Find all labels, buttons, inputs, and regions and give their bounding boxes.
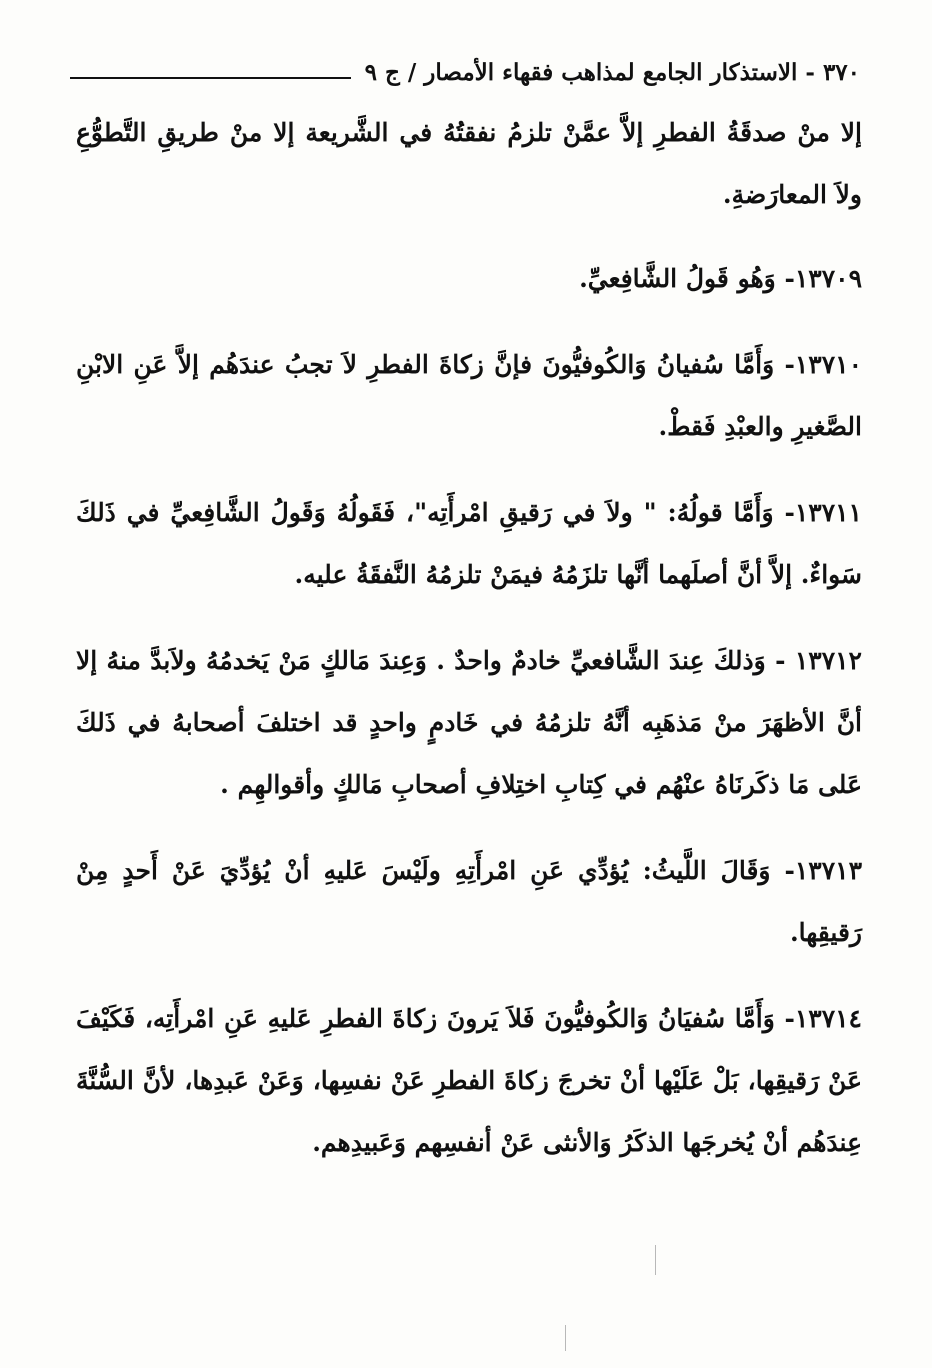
paragraph-13709 [76, 248, 862, 310]
paragraph-text: وَقَالَ اللَّيثُ: يُؤدِّي عَنِ امْرأَتِهِ ولَيْسَ عَليهِ أنْ يُؤدِّيَ عَنْ أَحدٍ مِنْ رَقيقِها. [76, 856, 862, 947]
page-body [76, 102, 862, 1198]
paragraph-number: ١٣٧١٣- [784, 856, 862, 885]
paragraph-number: ١٣٧٠٩- [784, 264, 862, 293]
paragraph-number: ١٣٧١٢ - [775, 646, 862, 675]
paragraph-13714 [76, 988, 862, 1174]
paragraph-text: وَذلكَ عِندَ الشَّافعيِّ خادمٌ واحدٌ . وَعِندَ مَالكٍ مَنْ يَخدمُهُ ولاَبدَّ منهُ إلا أنَّ الأظهَرَ منْ مَذهَبِه أنَّهُ تلزمُهُ في خَادمٍ واحدٍ قد اختلفَ أصحابهُ في ذَلكَ عَلى مَا ذكَرنَاهُ عنْهُم في كِتابِ اختِلافِ أصحابِ مَالكٍ وأقوالهِم . [76, 646, 862, 799]
paragraph-number: ١٣٧١٤- [784, 1004, 862, 1033]
header-rule [70, 77, 351, 79]
paragraph-number: ١٣٧١٠- [784, 350, 862, 379]
scan-mark [565, 1325, 566, 1351]
paragraph-13712 [76, 630, 862, 816]
scan-mark [655, 1245, 656, 1275]
paragraph-continuation [76, 102, 862, 226]
paragraph-text: وَأَمَّا قولُهُ: " ولاَ في رَقيقِ امْرأَتِه"، فَقَولُهُ وَقَولُ الشَّافِعيِّ في ذَلكَ سَواءٌ. إلاَّ أنَّ أصلَهما أنَّها تلزَمُهُ فيمَنْ تلزمُهُ النَّفقَةُ عليه. [76, 498, 862, 589]
page-header [70, 52, 860, 92]
paragraph-text: وَأَمَّا سُفيَانُ وَالكُوفيُّونَ فَلاَ يَرونَ زكاةَ الفطرِ عَليهِ عَنِ امْرأَتِه، فَكَيْفَ عَنْ رَقيقِها، بَلْ عَلَيْها أنْ تخرجَ زكاةَ الفطرِ عَنْ نفسِها، وَعَنْ عَبدِها، لأنَّ السُّنَّةَ عِندَهُم أنْ يُخرجَها الذكَرُ وَالأنثى عَنْ أنفسِهم وَعَبيدِهم. [76, 1004, 862, 1157]
paragraph-text: إلا منْ صدقَةُ الفطرِ إلاَّ عمَّنْ تلزمُ نفقتُهُ في الشَّريعة إلا منْ طريقِ التَّطوُّعِ ولاَ المعارَضةِ. [76, 118, 862, 209]
paragraph-text: وَهُو قَولُ الشَّافِعيِّ. [579, 264, 776, 293]
running-title: ٣٧٠ - الاستذكار الجامع لمذاهب فقهاء الأمصار / ج ٩ [364, 58, 860, 86]
paragraph-13713 [76, 840, 862, 964]
paragraph-text: وَأَمَّا سُفيانُ وَالكُوفيُّونَ فإنَّ زكاةَ الفطرِ لاَ تجبُ عندَهُم إلاَّ عَنِ الابْنِ الصَّغيرِ والعبْدِ فَقطْ. [76, 350, 862, 441]
paragraph-13710 [76, 334, 862, 458]
paragraph-number: ١٣٧١١- [784, 498, 862, 527]
paragraph-13711 [76, 482, 862, 606]
